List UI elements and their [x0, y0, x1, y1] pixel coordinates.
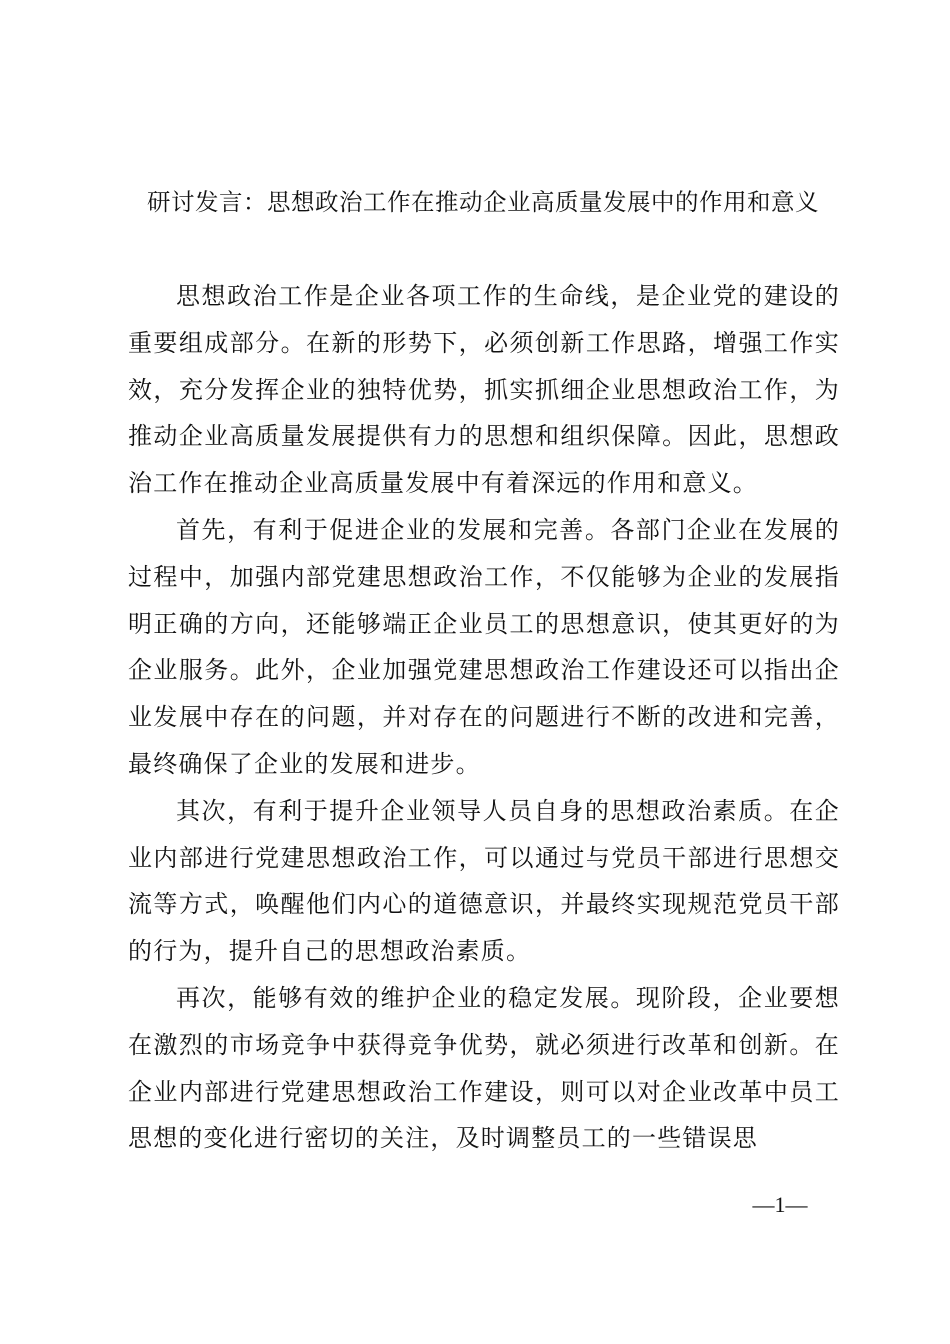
- paragraph-intro: 思想政治工作是企业各项工作的生命线，是企业党的建设的重要组成部分。在新的形势下，必须创新工作思路，增强工作实效，充分发挥企业的独特优势，抓实抓细企业思想政治工作，为推动企业高质量发展提供有力的思想和组织保障。因此，思想政治工作在推动企业高质量发展中有着深远的作用和意义。: [128, 282, 840, 498]
- document-title: 研讨发言：思想政治工作在推动企业高质量发展中的作用和意义: [147, 188, 819, 216]
- paragraph-second: 其次，有利于提升企业领导人员自身的思想政治素质。在企业内部进行党建思想政治工作，可以通过与党员干部进行思想交流等方式，唤醒他们内心的道德意识，并最终实现规范党员干部的行为，提升自己的思想政治素质。: [128, 796, 840, 966]
- paragraph-third: 再次，能够有效的维护企业的稳定发展。现阶段，企业要想在激烈的市场竞争中获得竞争优势，就必须进行改革和创新。在企业内部进行党建思想政治工作建设，则可以对企业改革中员工思想的变化进行密切的关注，及时调整员工的一些错误思: [128, 983, 840, 1153]
- page-number: —1—: [752, 1192, 808, 1217]
- paragraph-first: 首先，有利于促进企业的发展和完善。各部门企业在发展的过程中，加强内部党建思想政治工作，不仅能够为企业的发展指明正确的方向，还能够端正企业员工的思想意识，使其更好的为企业服务。此外，企业加强党建思想政治工作建设还可以指出企业发展中存在的问题，并对存在的问题进行不断的改进和完善，最终确保了企业的发展和进步。: [128, 515, 840, 778]
- document-body: [128, 273, 840, 1162]
